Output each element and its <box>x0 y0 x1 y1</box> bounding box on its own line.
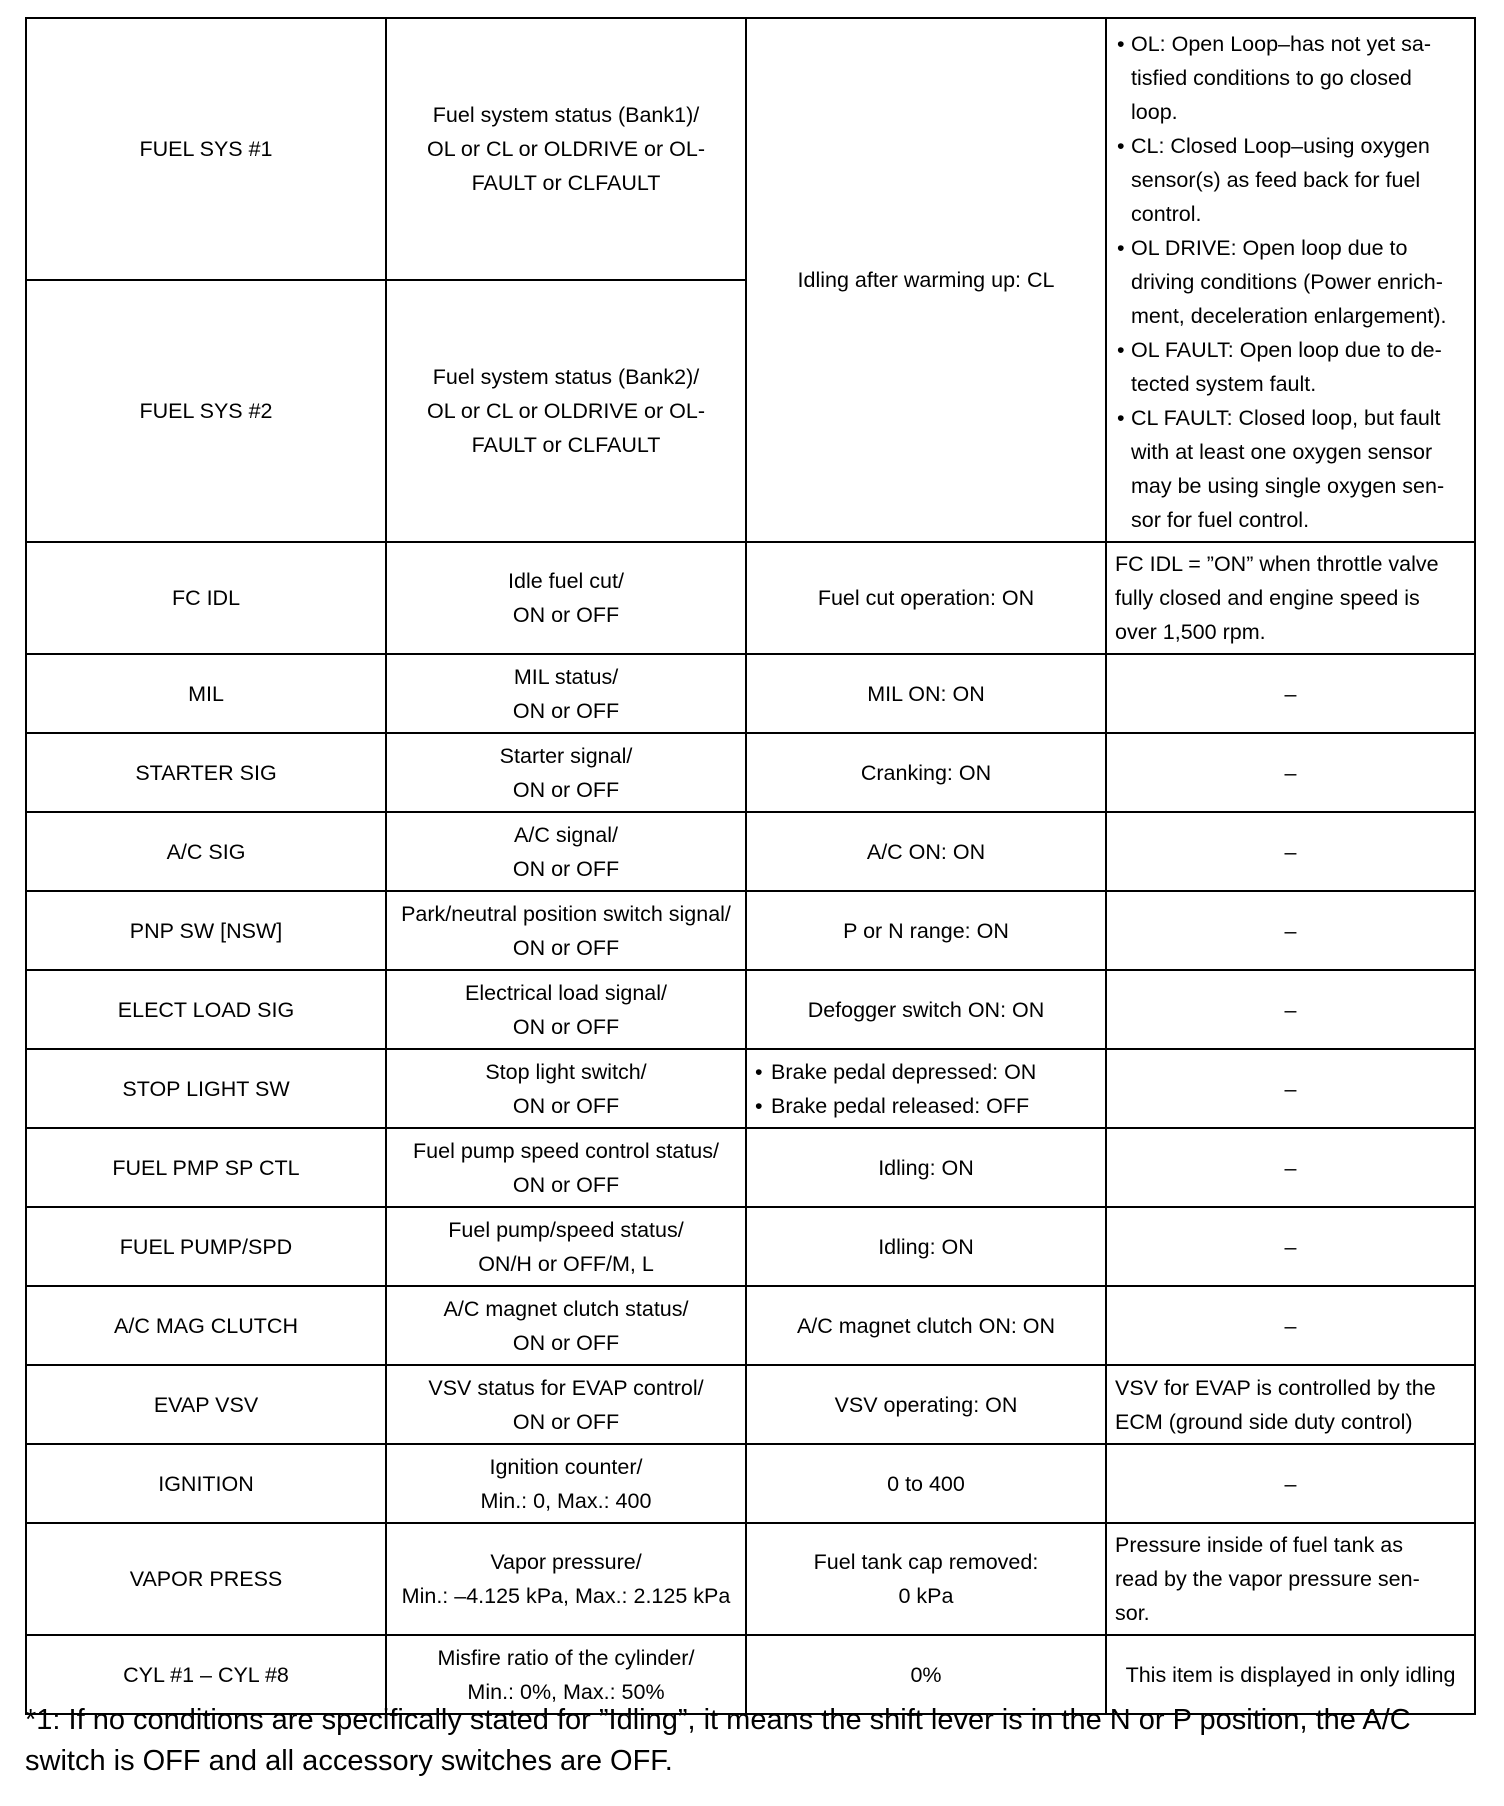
range-cell: Ignition counter/ Min.: 0, Max.: 400 <box>386 1444 746 1523</box>
condition-cell: Idling: ON <box>746 1207 1106 1286</box>
note-cell: – <box>1106 970 1475 1049</box>
condition-cell: Defogger switch ON: ON <box>746 970 1106 1049</box>
item-cell: CYL #1 – CYL #8 <box>26 1635 386 1714</box>
range-cell: Fuel system status (Bank2)/ OL or CL or OLDRIVE or OL- FAULT or CLFAULT <box>386 280 746 542</box>
range-cell: Fuel pump speed control status/ ON or OFF <box>386 1128 746 1207</box>
table-row <box>26 812 1475 891</box>
note-cell: This item is displayed in only idling <box>1106 1635 1475 1714</box>
note-cell: – <box>1106 812 1475 891</box>
range-cell: Park/neutral position switch signal/ ON or OFF <box>386 891 746 970</box>
condition-cell: A/C ON: ON <box>746 812 1106 891</box>
item-cell: IGNITION <box>26 1444 386 1523</box>
condition-cell: Idling after warming up: CL <box>746 18 1106 542</box>
condition-cell: 0 to 400 <box>746 1444 1106 1523</box>
table-row <box>26 1207 1475 1286</box>
table-row <box>26 18 1475 280</box>
fuel-sys-notes-list <box>1117 27 1466 537</box>
table-row <box>26 542 1475 654</box>
note-cell: – <box>1106 1286 1475 1365</box>
range-cell: Starter signal/ ON or OFF <box>386 733 746 812</box>
note-cell: VSV for EVAP is controlled by the ECM (ground side duty control) <box>1106 1365 1475 1444</box>
table-row <box>26 1444 1475 1523</box>
table-row <box>26 970 1475 1049</box>
condition-cell: Cranking: ON <box>746 733 1106 812</box>
table-row <box>26 1286 1475 1365</box>
condition-cell: Idling: ON <box>746 1128 1106 1207</box>
footnote: *1: If no conditions are specifically stated for ”Idling”, it means the shift lever is in the N or P position, the A/C switch is OFF and all accessory switches are OFF. <box>25 1704 1411 1777</box>
list-item: • CL: Closed Loop–using oxygen sensor(s) as feed back for fuel control. <box>1117 129 1466 231</box>
item-cell: STARTER SIG <box>26 733 386 812</box>
note-cell: – <box>1106 1128 1475 1207</box>
item-cell: FUEL PMP SP CTL <box>26 1128 386 1207</box>
condition-cell: Fuel tank cap removed: 0 kPa <box>746 1523 1106 1635</box>
condition-cell: VSV operating: ON <box>746 1365 1106 1444</box>
item-cell: FUEL SYS #2 <box>26 280 386 542</box>
item-cell: FUEL PUMP/SPD <box>26 1207 386 1286</box>
note-cell: – <box>1106 654 1475 733</box>
range-cell: Stop light switch/ ON or OFF <box>386 1049 746 1128</box>
data-list-table <box>25 17 1476 1715</box>
list-item: • Brake pedal depressed: ON <box>755 1055 1097 1089</box>
condition-cell: Fuel cut operation: ON <box>746 542 1106 654</box>
table-row <box>26 1049 1475 1128</box>
item-cell: MIL <box>26 654 386 733</box>
range-cell: VSV status for EVAP control/ ON or OFF <box>386 1365 746 1444</box>
note-cell: – <box>1106 891 1475 970</box>
table-row <box>26 1523 1475 1635</box>
list-item: • OL: Open Loop–has not yet sa- tisfied conditions to go closed loop. <box>1117 27 1466 129</box>
list-item: • Brake pedal released: OFF <box>755 1089 1097 1123</box>
condition-cell: A/C magnet clutch ON: ON <box>746 1286 1106 1365</box>
note-cell: FC IDL = ”ON” when throttle valve fully closed and engine speed is over 1,500 rpm. <box>1106 542 1475 654</box>
list-item: • OL DRIVE: Open loop due to driving conditions (Power enrich- ment, deceleration enlargement). <box>1117 231 1466 333</box>
item-cell: STOP LIGHT SW <box>26 1049 386 1128</box>
table-row <box>26 733 1475 812</box>
fuel-sys-notes-cell <box>1106 18 1475 542</box>
note-cell: – <box>1106 1049 1475 1128</box>
note-cell: – <box>1106 1207 1475 1286</box>
note-cell: – <box>1106 733 1475 812</box>
list-item: • OL FAULT: Open loop due to de- tected system fault. <box>1117 333 1466 401</box>
range-cell: Misfire ratio of the cylinder/ Min.: 0%, Max.: 50% <box>386 1635 746 1714</box>
range-cell: Vapor pressure/ Min.: –4.125 kPa, Max.: 2.125 kPa <box>386 1523 746 1635</box>
item-cell: ELECT LOAD SIG <box>26 970 386 1049</box>
range-cell: Fuel pump/speed status/ ON/H or OFF/M, L <box>386 1207 746 1286</box>
range-cell: A/C signal/ ON or OFF <box>386 812 746 891</box>
table-row <box>26 891 1475 970</box>
table-row <box>26 1365 1475 1444</box>
range-cell: A/C magnet clutch status/ ON or OFF <box>386 1286 746 1365</box>
condition-cell: MIL ON: ON <box>746 654 1106 733</box>
note-cell: Pressure inside of fuel tank as read by the vapor pressure sen- sor. <box>1106 1523 1475 1635</box>
range-cell: Fuel system status (Bank1)/ OL or CL or OLDRIVE or OL- FAULT or CLFAULT <box>386 18 746 280</box>
table-row <box>26 654 1475 733</box>
item-cell: FUEL SYS #1 <box>26 18 386 280</box>
note-cell: – <box>1106 1444 1475 1523</box>
condition-list <box>755 1055 1097 1123</box>
range-cell: Electrical load signal/ ON or OFF <box>386 970 746 1049</box>
table-row <box>26 1128 1475 1207</box>
range-cell: MIL status/ ON or OFF <box>386 654 746 733</box>
item-cell: PNP SW [NSW] <box>26 891 386 970</box>
item-cell: FC IDL <box>26 542 386 654</box>
condition-cell: 0% <box>746 1635 1106 1714</box>
list-item: • CL FAULT: Closed loop, but fault with at least one oxygen sensor may be using single oxygen sen- sor for fuel control. <box>1117 401 1466 537</box>
item-cell: EVAP VSV <box>26 1365 386 1444</box>
item-cell: VAPOR PRESS <box>26 1523 386 1635</box>
item-cell: A/C MAG CLUTCH <box>26 1286 386 1365</box>
condition-cell <box>746 1049 1106 1128</box>
condition-cell: P or N range: ON <box>746 891 1106 970</box>
range-cell: Idle fuel cut/ ON or OFF <box>386 542 746 654</box>
item-cell: A/C SIG <box>26 812 386 891</box>
